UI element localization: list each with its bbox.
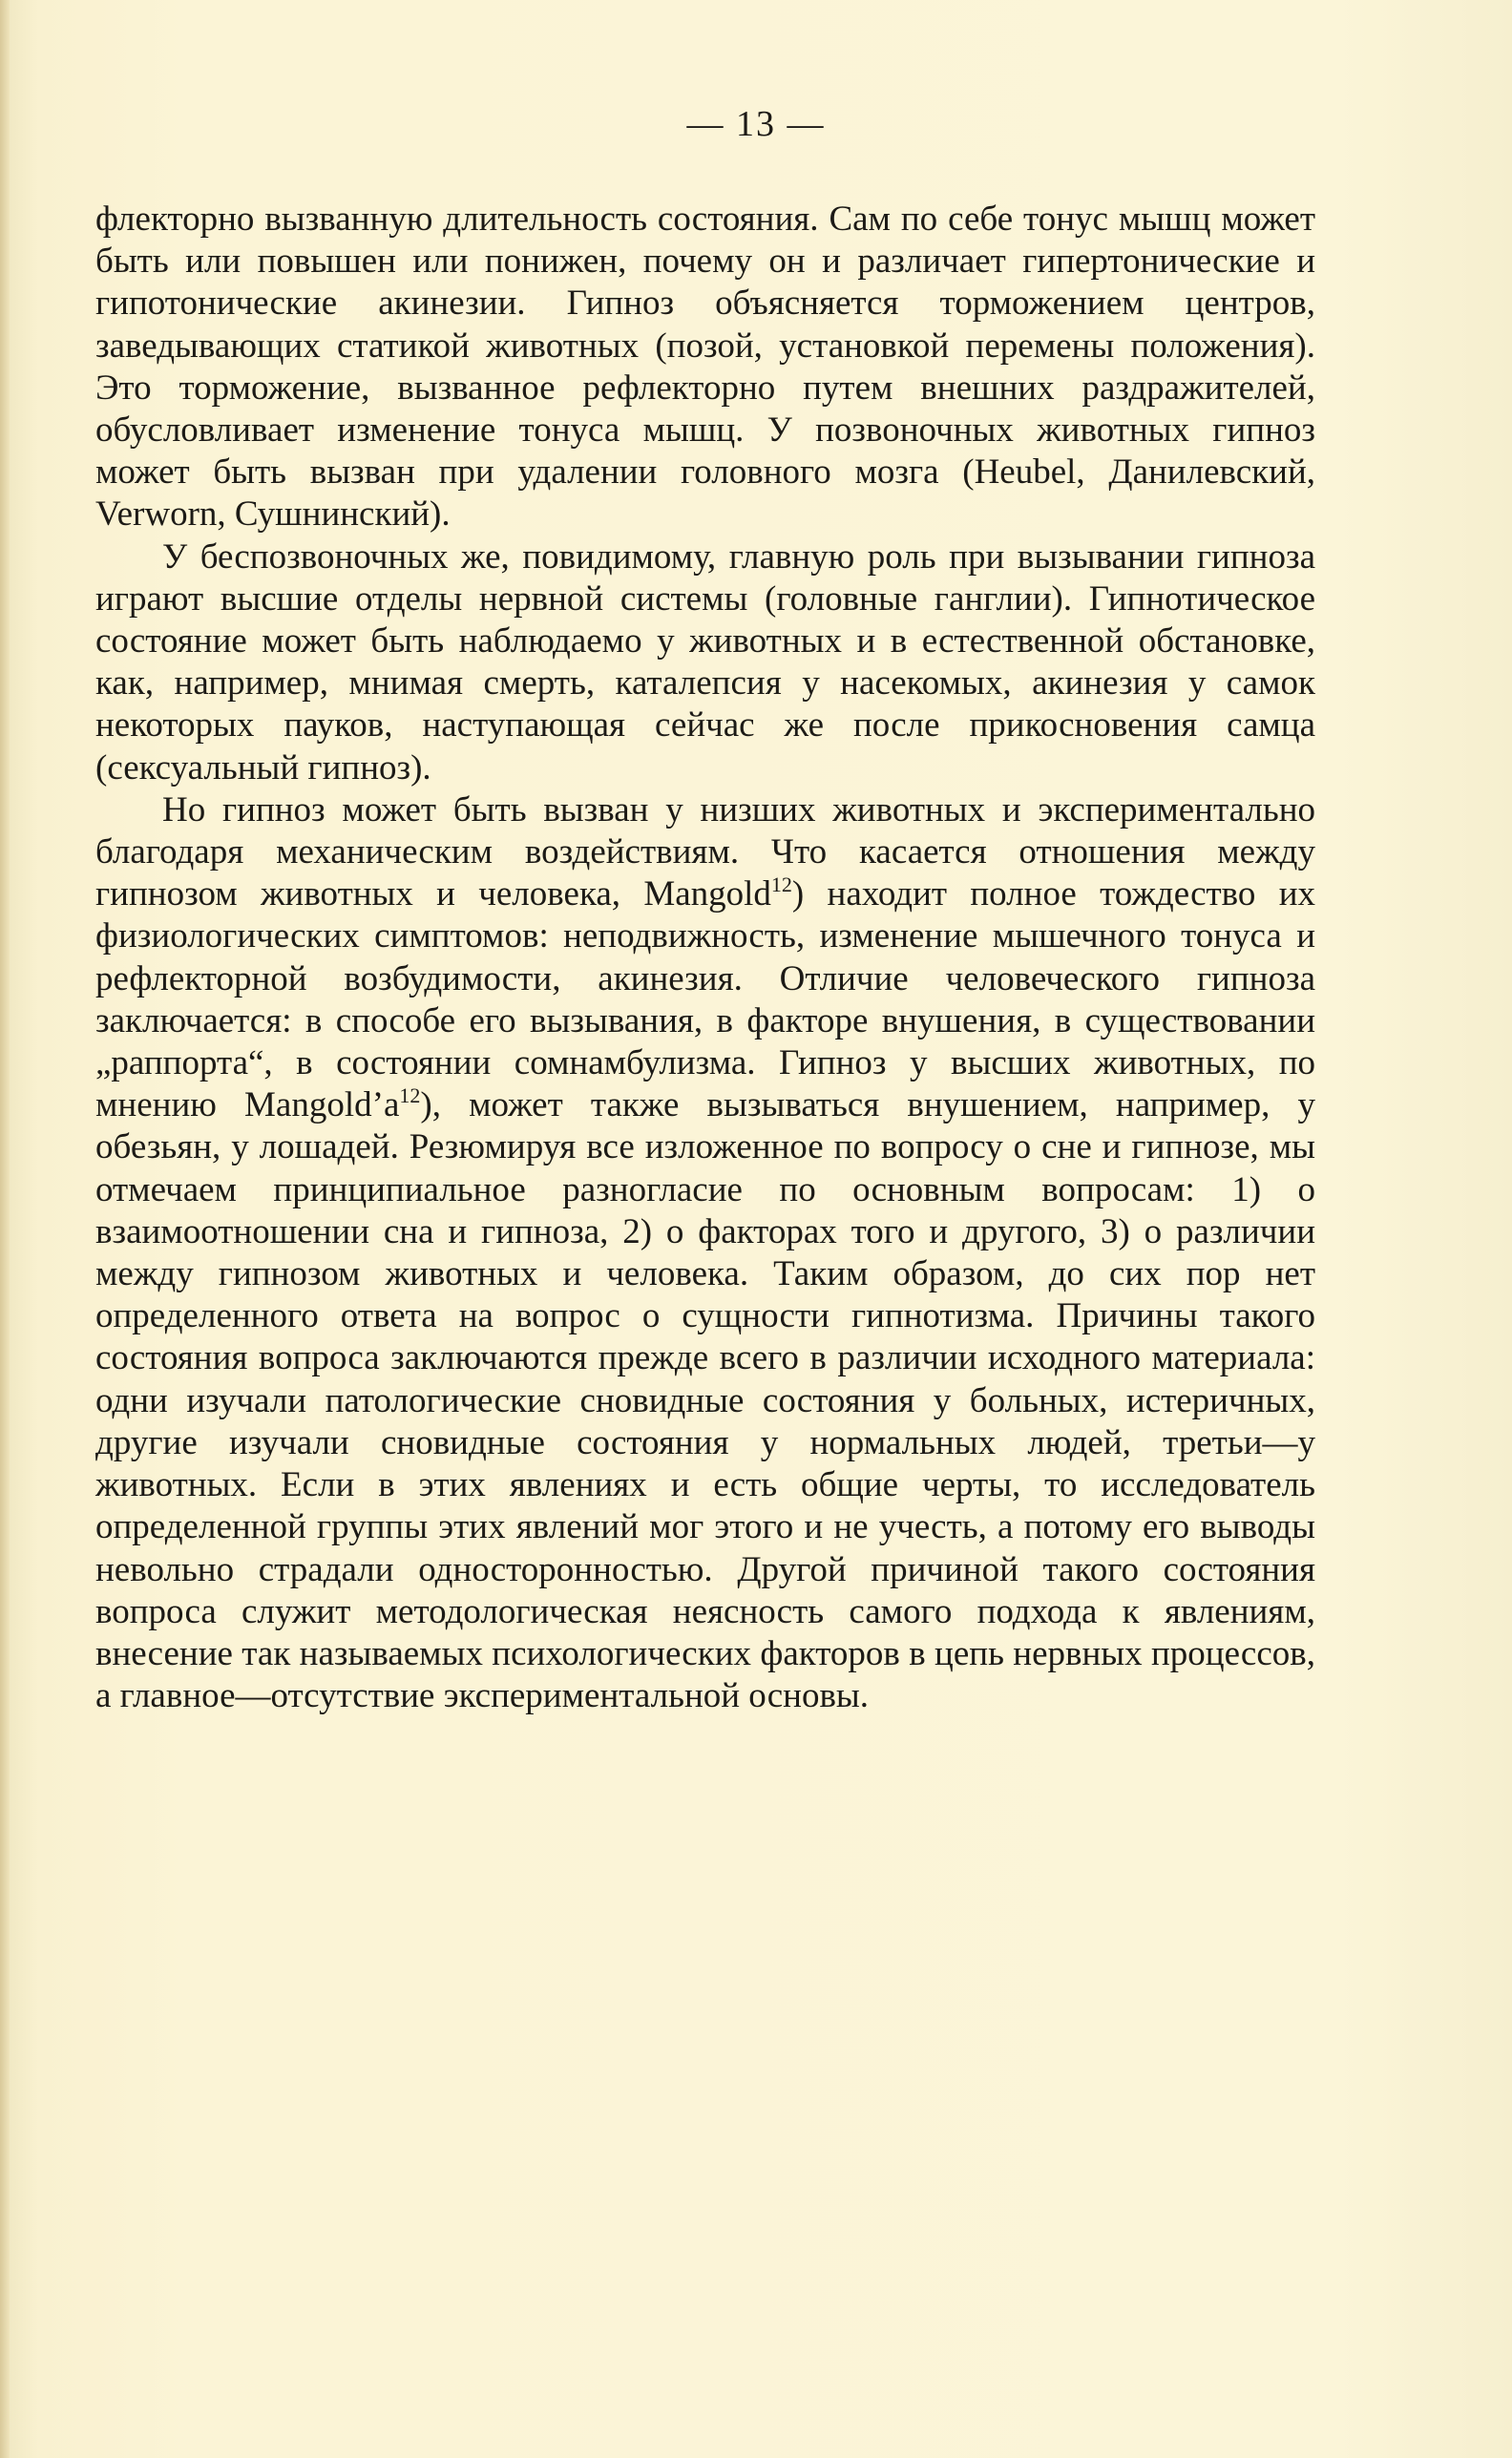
page-edge	[0, 0, 10, 2458]
body-text	[95, 199, 1315, 1717]
paragraph-3-part-c: ), может также вызываться внушением, например, у обезьян, у лошадей. Резюмируя все изложенное по вопросу о сне и гипнозе, мы отмечаем принципиальное разногласие по основным вопросам: 1) о взаимоотношении сна и гипноза, 2) о факторах того и другого, 3) о различии между гипнозом животных и человека. Таким образом, до сих пор нет определенного ответа на вопрос о сущности гипнотизма. Причины такого состояния вопроса заключаются прежде всего в различии исходного материала: одни изучали патологические сновидные состояния у больных, истеричных, другие изучали сновидные состояния у нормальных людей, третьи—у животных. Если в этих явлениях и есть общие черты, то исследователь определенной группы этих явлений мог этого и не учесть, а потому его выводы невольно страдали односторонностью. Другой причиной такого состояния вопроса служит методологическая неясность самого подхода к явлениям, внесение так называемых психологических факторов в цепь нервных процессов, а главное—отсутствие экспериментальной основы.	[95, 1085, 1315, 1716]
footnote-ref-12-second: 12	[399, 1083, 421, 1108]
paragraph-1: флекторно вызванную длительность состояния. Сам по себе тонус мышц может быть или повышен или понижен, почему он и различает гипертонические и гипотонические акинезии. Гипноз объясняется торможением центров, заведывающих статикой животных (позой, установкой перемены положения). Это торможение, вызванное рефлекторно путем внешних раздражителей, обусловливает изменение тонуса мышц. У позвоночных животных гипноз может быть вызван при удалении головного мозга (Heubel, Данилевский, Verworn, Сушнинский).	[95, 200, 1315, 535]
paragraph-2: У беспозвоночных же, повидимому, главную роль при вызывании гипноза играют высшие отделы нервной системы (головные ганглии). Гипнотическое состояние может быть наблюдаемо у животных и в естественной обстановке, как, например, мнимая смерть, каталепсия у насекомых, акинезия у самок некоторых пауков, наступающая сейчас же после прикосновения самца (сексуальный гипноз).	[95, 536, 1315, 788]
paragraph-3-part-a: Но гипноз может быть вызван у низших животных и экспериментально благодаря механическим воздействиям. Что касается отношения между гипнозом животных и человека, Mangold	[95, 789, 1315, 914]
paragraph-3	[95, 789, 1315, 1717]
page-number: — 13 —	[686, 104, 826, 144]
paragraph-3-part-b: ) находит полное тождество их физиологических симптомов: неподвижность, изменение мышечного тонуса и рефлекторной возбудимости, акинезия. Отличие человеческого гипноза заключается: в способе его вызывания, в факторе внушения, в существовании „раппорта“, в состоянии сомнамбулизма. Гипноз у высших животных, по мнению Mangold’a	[95, 874, 1315, 1125]
footnote-ref-12: 12	[770, 872, 792, 897]
